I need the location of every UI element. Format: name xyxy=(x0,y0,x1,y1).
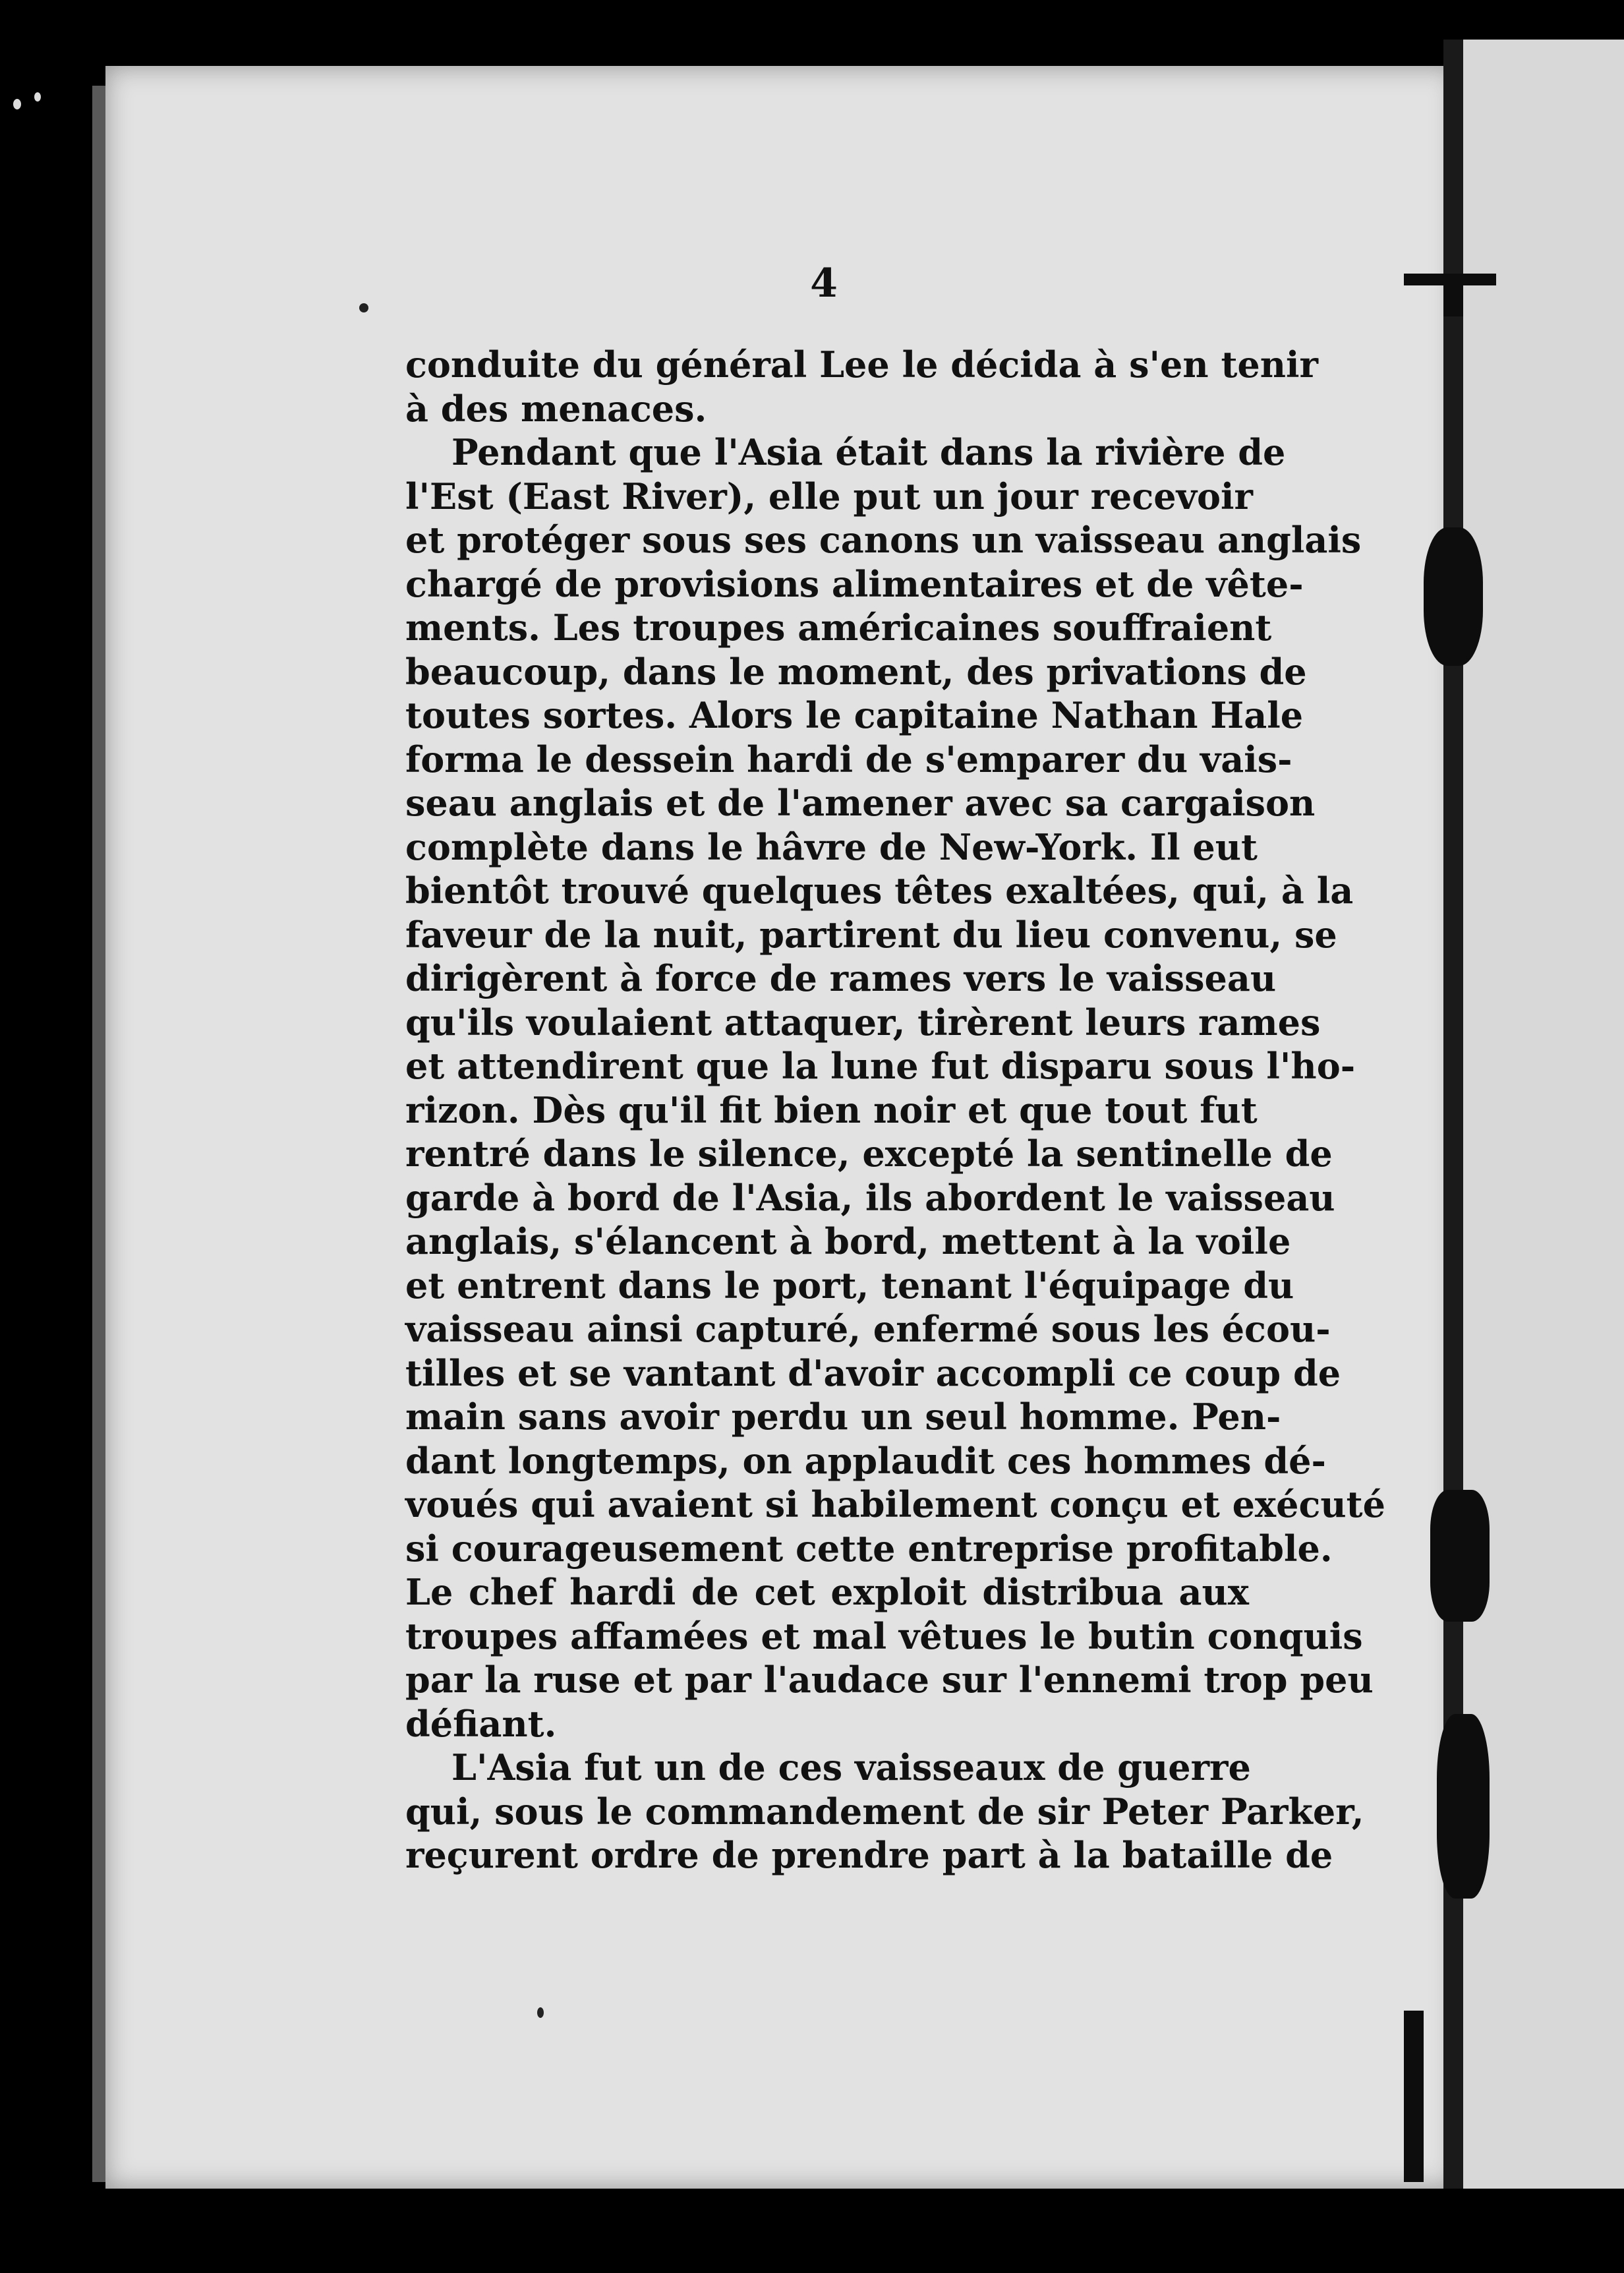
text-line: qui, sous le commandement de sir Peter Parker, xyxy=(405,1790,1364,1833)
text-line: beaucoup, dans le moment, des privations de xyxy=(405,650,1307,693)
text-line: troupes affamées et mal vêtues le butin conquis xyxy=(405,1614,1363,1657)
text-line: toutes sortes. Alors le capitaine Nathan Hale xyxy=(405,694,1304,736)
text-line: conduite du général Lee le décida à s'en tenir xyxy=(405,343,1318,386)
text-line: ments. Les troupes américaines souffraient xyxy=(405,606,1272,649)
text-line: vaisseau ainsi capturé, enfermé sous les écou- xyxy=(405,1308,1331,1350)
text-line: main sans avoir perdu un seul homme. Pen- xyxy=(405,1396,1281,1438)
text-line: tilles et se vantant d'avoir accompli ce coup de xyxy=(405,1351,1341,1394)
binding-mark xyxy=(1404,2011,1424,2182)
binding-mark xyxy=(1424,527,1483,666)
text-line: et entrent dans le port, tenant l'équipage du xyxy=(405,1264,1294,1307)
text-line: faveur de la nuit, partirent du lieu convenu, se xyxy=(405,913,1337,956)
text-line: dant longtemps, on applaudit ces hommes dé- xyxy=(405,1439,1326,1482)
binding-mark xyxy=(1430,1490,1490,1622)
body-text xyxy=(405,343,1385,1877)
text-line: et protéger sous ses canons un vaisseau anglais xyxy=(405,519,1362,561)
text-line: rentré dans le silence, excepté la sentinelle de xyxy=(405,1133,1333,1175)
text-line: reçurent ordre de prendre part à la bataille de xyxy=(405,1834,1333,1876)
text-line: par la ruse et par l'audace sur l'ennemi trop peu xyxy=(405,1659,1374,1701)
print-speck xyxy=(537,2007,544,2018)
text-line: à des menaces. xyxy=(405,387,707,430)
text-line: dirigèrent à force de rames vers le vaisseau xyxy=(405,957,1277,999)
text-line: anglais, s'élancent à bord, mettent à la voile xyxy=(405,1220,1291,1262)
scan-speck xyxy=(13,99,21,109)
text-line: bientôt trouvé quelques têtes exaltées, qui, à la xyxy=(405,870,1354,912)
text-line: chargé de provisions alimentaires et de vête- xyxy=(405,562,1304,605)
scan-speck xyxy=(34,92,41,102)
text-line: et attendirent que la lune fut disparu sous l'ho- xyxy=(405,1045,1356,1087)
text-line: voués qui avaient si habilement conçu et exécuté xyxy=(405,1483,1385,1525)
page-number: 4 xyxy=(810,260,838,307)
text-line: défiant. xyxy=(405,1702,557,1745)
text-line: l'Est (East River), elle put un jour recevoir xyxy=(405,475,1254,517)
text-line: forma le dessein hardi de s'emparer du vais- xyxy=(405,738,1292,781)
text-line: rizon. Dès qu'il fit bien noir et que tout fut xyxy=(405,1088,1258,1131)
text-line: garde à bord de l'Asia, ils abordent le vaisseau xyxy=(405,1176,1335,1219)
text-line: Pendant que l'Asia était dans la rivière de xyxy=(451,431,1286,473)
text-line: L'Asia fut un de ces vaisseaux de guerre xyxy=(451,1746,1251,1788)
binding-mark xyxy=(1437,1714,1490,1899)
print-speck xyxy=(359,303,368,312)
text-line: complète dans le hâvre de New-York. Il eut xyxy=(405,825,1258,868)
text-line: seau anglais et de l'amener avec sa cargaison xyxy=(405,782,1316,824)
binding-mark xyxy=(1443,277,1463,316)
text-line: si courageusement cette entreprise profitable. xyxy=(405,1527,1333,1570)
text-line: Le chef hardi de cet exploit distribua aux xyxy=(405,1571,1249,1613)
text-line: qu'ils voulaient attaquer, tirèrent leurs rames xyxy=(405,1001,1321,1044)
